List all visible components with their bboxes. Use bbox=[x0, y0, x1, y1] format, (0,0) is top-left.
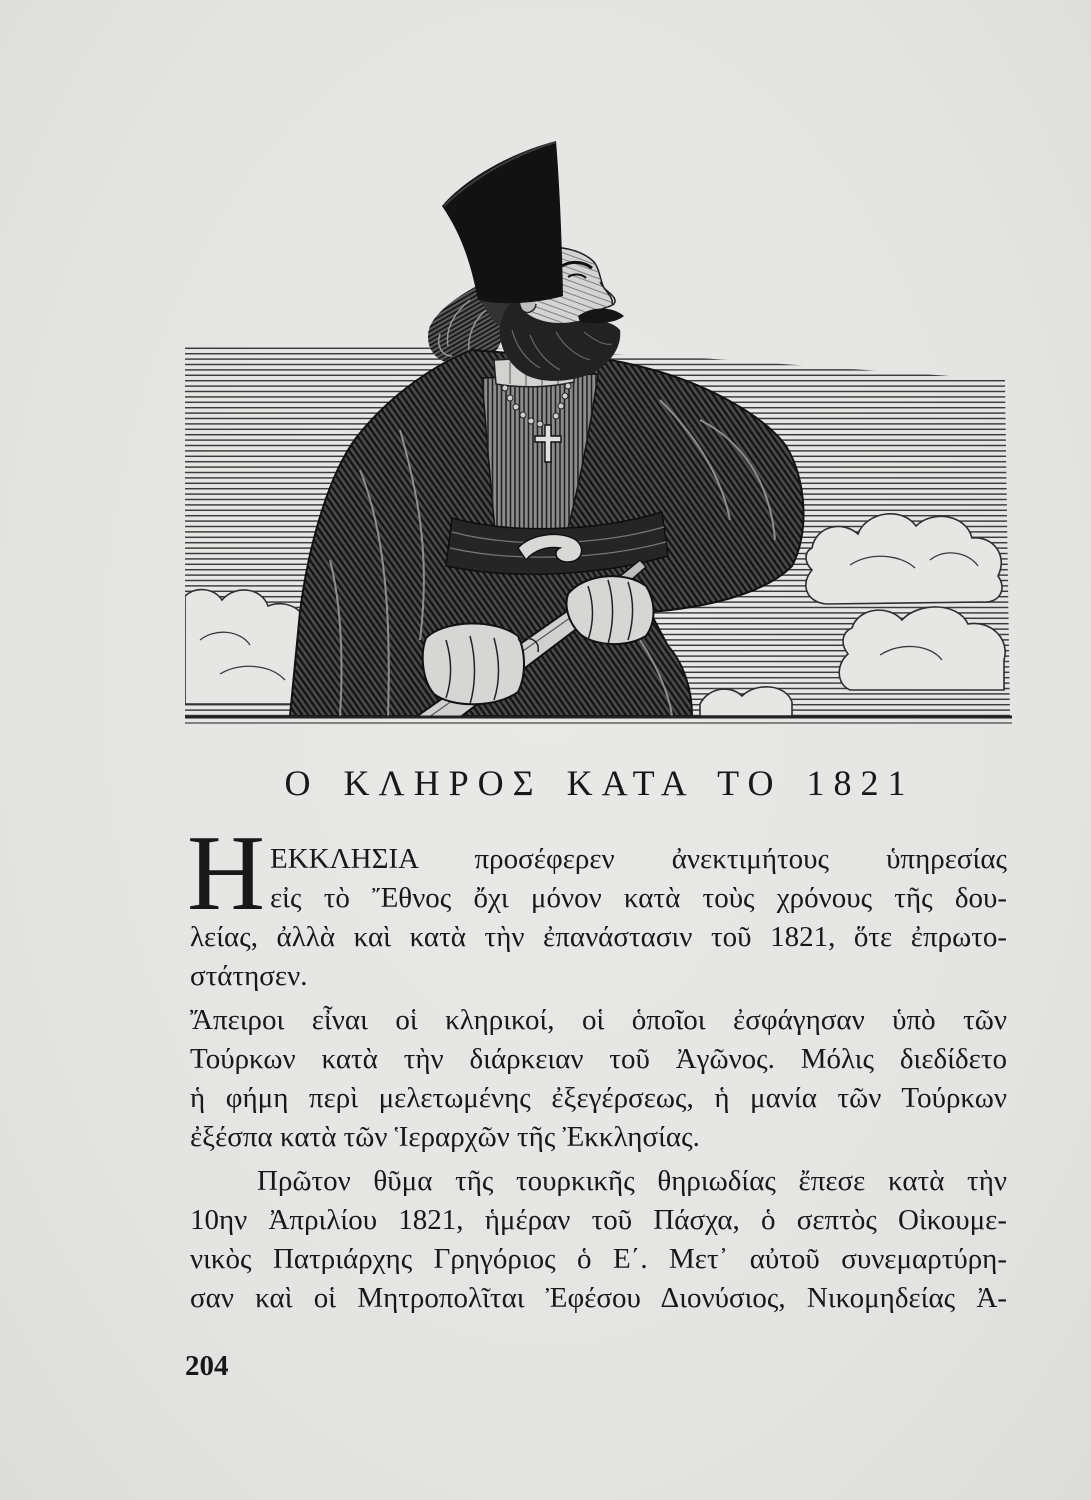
text-line: λείας, ἀλλὰ καὶ κατὰ τὴν ἐπανάστασιν τοῦ 1821, ὅτε ἐπρωτο- bbox=[190, 921, 1007, 953]
text-line: ἐξέσπα κατὰ τῶν Ἱεραρχῶν τῆς Ἐκκλησίας. bbox=[190, 1121, 700, 1153]
body-text bbox=[190, 840, 1007, 1318]
chapter-title: Ο ΚΛΗΡΟΣ ΚΑΤΑ ΤΟ 1821 bbox=[284, 763, 915, 803]
text-line: Πρῶτον θῦμα τῆς τουρκικῆς θηριωδίας ἔπεσε κατὰ τὴν bbox=[257, 1165, 1007, 1197]
text-line: 10ην Ἀπριλίου 1821, ἡμέραν τοῦ Πάσχα, ὁ σεπτὸς Οἰκουμε- bbox=[190, 1204, 1007, 1236]
kalimavkion-hat bbox=[442, 141, 563, 303]
drop-cap: Η bbox=[187, 814, 265, 933]
text-line: ἡ φήμη περὶ μελετωμένης ἐξεγέρσεως, ἡ μανία τῶν Τούρκων bbox=[190, 1082, 1007, 1114]
text-line: νικὸς Πατριάρχης Γρηγόριος ὁ Ε΄. Μετ᾿ αὐτοῦ συνεμαρτύρη- bbox=[190, 1243, 1007, 1275]
paragraph bbox=[190, 1162, 1007, 1318]
illustration-scene bbox=[185, 141, 1010, 730]
text-line: Ἄπειροι εἶναι οἱ κληρικοί, οἱ ὁποῖοι ἐσφάγησαν ὑπὸ τῶν bbox=[190, 1004, 1007, 1036]
priest-illustration bbox=[185, 120, 1015, 730]
text-line: εἰς τὸ Ἔθνος ὄχι μόνον κατὰ τοὺς χρόνους τῆς δου- bbox=[270, 882, 1007, 914]
text-line: Τούρκων κατὰ τὴν διάρκειαν τοῦ Ἀγῶνος. Μόλις διεδίδετο bbox=[190, 1043, 1007, 1075]
text-line: ΕΚΚΛΗΣΙΑ προσέφερεν ἀνεκτιμήτους ὑπηρεσίας bbox=[270, 843, 1007, 875]
page-number: 204 bbox=[185, 1350, 229, 1382]
text-line: στάτησεν. bbox=[190, 960, 308, 992]
text-line: σαν καὶ οἱ Μητροπολῖται Ἐφέσου Διονύσιος, Νικομηδείας Ἀ- bbox=[190, 1282, 1007, 1314]
paragraph bbox=[190, 840, 1007, 996]
paragraph bbox=[190, 1001, 1007, 1157]
